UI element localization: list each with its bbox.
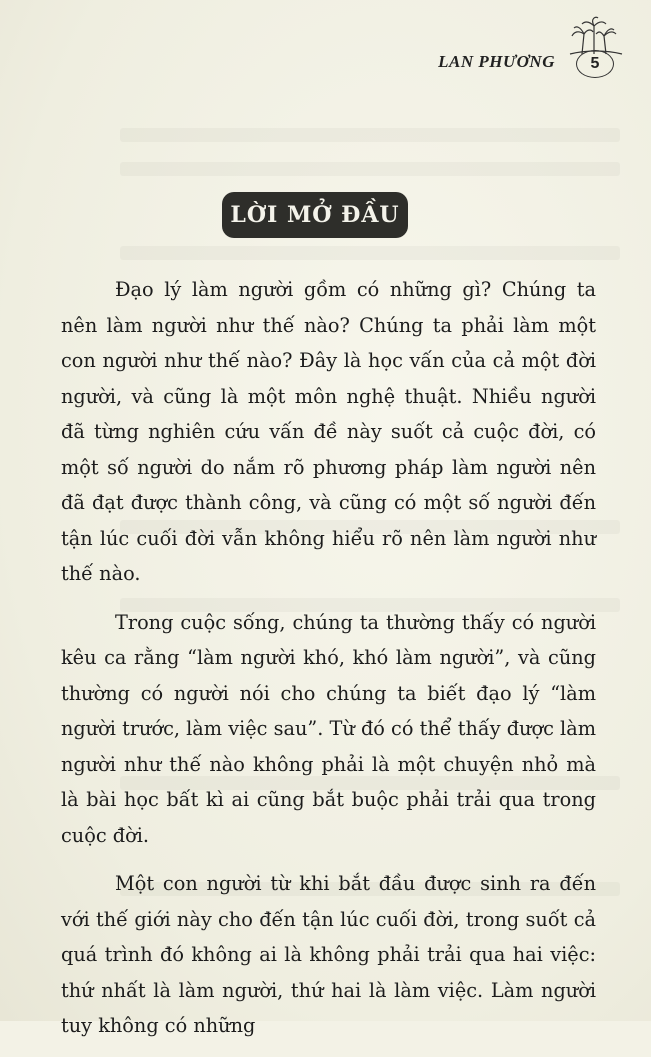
paragraph: Một con người từ khi bắt đầu được sinh ra đến với thế giới này cho đến tận lúc cuối đời, trong suốt cả quá trình đó không ai là không phải trải qua hai việc: thứ nhất là làm người, thứ hai là làm việc. Làm người tuy không có những bbox=[61, 872, 596, 1037]
chapter-title: LỜI MỞ ĐẦU bbox=[230, 202, 400, 228]
paragraph: Đạo lý làm người gồm có những gì? Chúng ta nên làm người như thế nào? Chúng ta phải làm một con người như thế nào? Đây là học vấn của cả một đời người, và cũng là một môn nghệ thuật. Nhiều người đã từng nghiên cứu vấn đề này suốt cả cuộc đời, có một số người do nắm rõ phương pháp làm người nên đã đạt được thành công, và cũng có một số người đến tận lúc cuối đời vẫn không hiểu rõ nên làm người như thế nào. bbox=[61, 278, 596, 585]
page-number: 5 bbox=[576, 50, 614, 78]
body-text bbox=[61, 272, 596, 1057]
chapter-title-box bbox=[222, 192, 408, 238]
paragraph: Trong cuộc sống, chúng ta thường thấy có người kêu ca rằng “làm người khó, khó làm người”, và cũng thường có người nói cho chúng ta biết đạo lý “làm người trước, làm việc sau”. Từ đó có thể thấy được làm người như thế nào không phải là một chuyện nhỏ mà là bài học bất kì ai cũng bắt buộc phải trải qua trong cuộc đời. bbox=[61, 610, 596, 847]
running-header-author: LAN PHƯƠNG bbox=[438, 52, 555, 71]
bleed-through-line bbox=[120, 246, 620, 260]
bleed-through-line bbox=[120, 128, 620, 142]
bleed-through-line bbox=[120, 162, 620, 176]
